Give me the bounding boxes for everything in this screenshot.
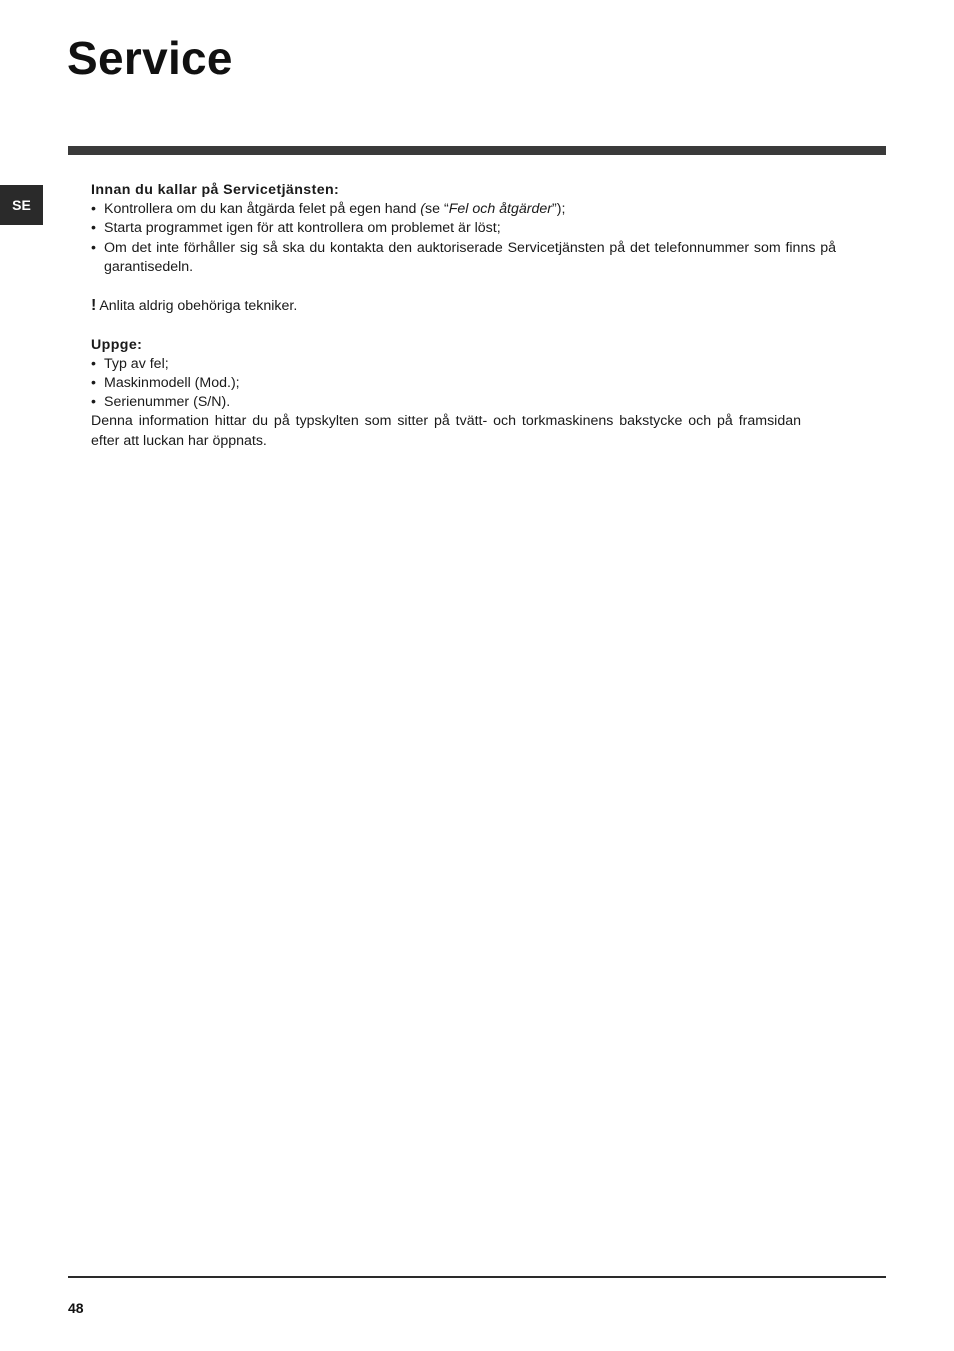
list-item: • Kontrollera om du kan åtgärda felet på egen hand (se “Fel och åtgärder”); <box>91 200 836 219</box>
language-tab: SE <box>0 185 43 225</box>
header-divider <box>68 146 886 155</box>
checklist <box>91 200 836 277</box>
page-number: 48 <box>68 1300 84 1316</box>
page-content <box>91 181 836 451</box>
warning-note <box>91 296 836 316</box>
page-title: Service <box>67 32 233 84</box>
list-item: • Typ av fel; <box>91 355 836 374</box>
warning-icon: ! <box>91 297 97 315</box>
section-heading-provide: Uppge: <box>91 336 143 353</box>
cross-reference: Fel och åtgärder <box>448 201 552 218</box>
info-paragraph: Denna information hittar du på typskylten som sitter på tvätt- och torkmaskinens bakstycke och på framsidan efter att luckan har öppnats. <box>91 413 801 449</box>
section-heading-before-calling: Innan du kallar på Servicetjänsten: <box>91 182 340 198</box>
list-item: • Maskinmodell (Mod.); <box>91 374 836 393</box>
footer-divider <box>68 1276 886 1278</box>
info-list <box>91 355 836 413</box>
list-item: • Serienummer (S/N). <box>91 393 836 412</box>
warning-text: Anlita aldrig obehöriga tekniker. <box>99 298 298 315</box>
list-item: • Starta programmet igen för att kontrollera om problemet är löst; <box>91 219 836 238</box>
list-item: • Om det inte förhåller sig så ska du kontakta den auktoriserade Servicetjänsten på det telefonnummer som finns på garantisedeln. <box>91 239 836 277</box>
